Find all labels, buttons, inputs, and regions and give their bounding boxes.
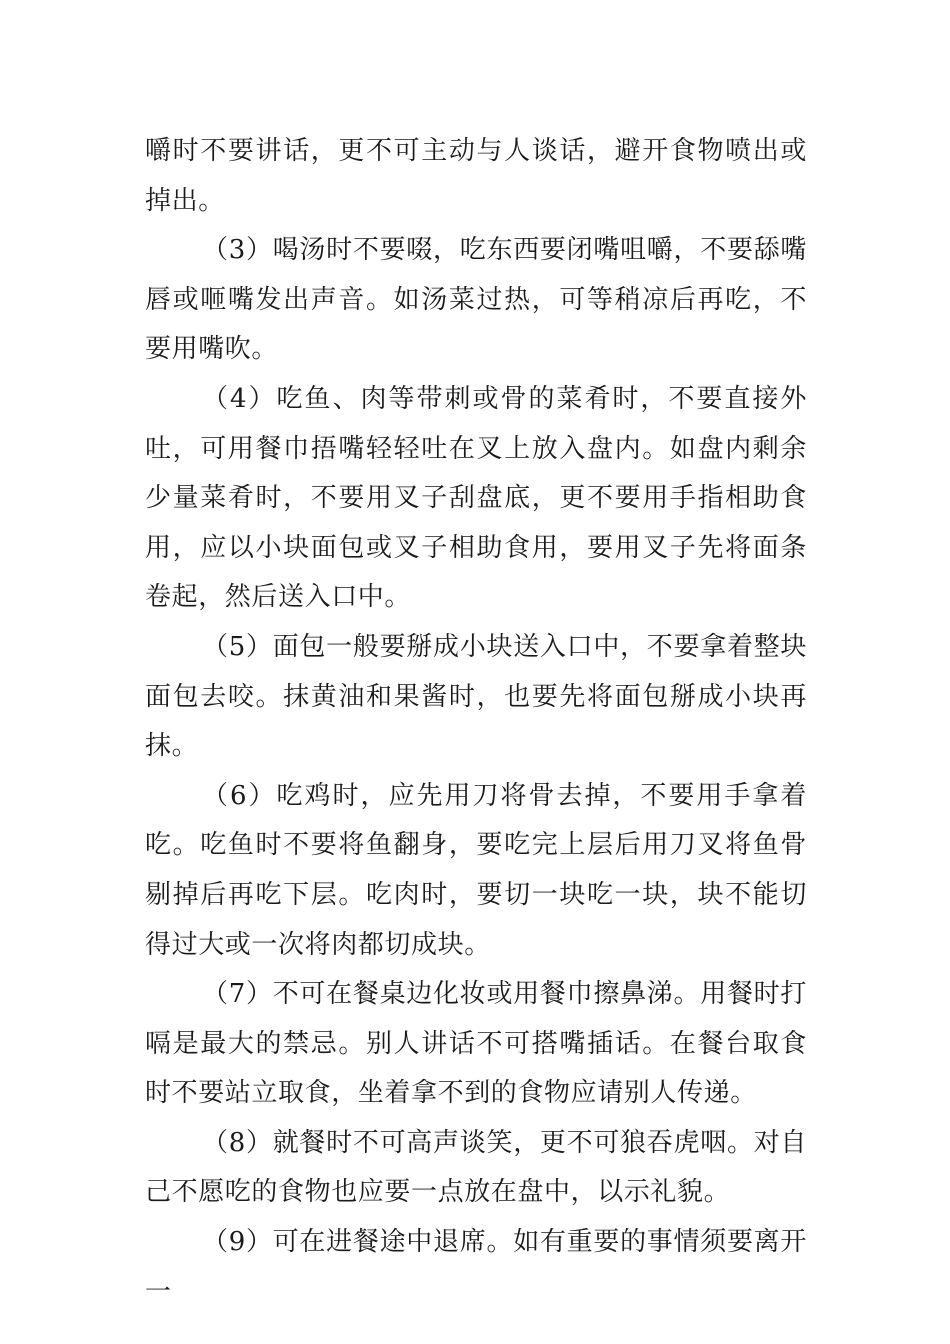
paragraph-item-8: （8）就餐时不可高声谈笑，更不可狼吞虎咽。对自己不愿吃的食物也应要一点放在盘中，以示礼貌。 xyxy=(145,1127,807,1208)
paragraph-item-3: （3）喝汤时不要啜，吃东西要闭嘴咀嚼，不要舔嘴唇或咂嘴发出声音。如汤菜过热，可等稍凉后再吃，不要用嘴吹。 xyxy=(145,235,807,365)
paragraph-item-6: （6）吃鸡时，应先用刀将骨去掉，不要用手拿着吃。吃鱼时不要将鱼翻身，要吃完上层后用刀叉将鱼骨剔掉后再吃下层。吃肉时，要切一块吃一块，块不能切得过大或一次将肉都切成块。 xyxy=(145,780,807,960)
paragraph-item-5: （5）面包一般要掰成小块送入口中，不要拿着整块面包去咬。抹黄油和果酱时，也要先将面包掰成小块再抹。 xyxy=(145,631,807,762)
paragraph-item-7: （7）不可在餐桌边化妆或用餐巾擦鼻涕。用餐时打嗝是最大的禁忌。别人讲话不可搭嘴插话。在餐台取食时不要站立取食，坐着拿不到的食物应请别人传递。 xyxy=(145,979,807,1109)
paragraph-continued: 嚼时不要讲话，更不可主动与人谈话，避开食物喷出或掉出。 xyxy=(145,136,807,216)
paragraph-item-9: （9）可在进餐途中退席。如有重要的事情须要离开一 xyxy=(145,1227,807,1307)
body-text xyxy=(145,127,807,1317)
paragraph-item-4: （4）吃鱼、肉等带刺或骨的菜肴时，不要直接外吐，可用餐巾捂嘴轻轻吐在叉上放入盘内。如盘内剩余少量菜肴时，不要用叉子刮盘底，更不要用手指相助食用，应以小块面包或叉子相助食用，要用叉子先将面条卷起，然后送入口中。 xyxy=(145,383,807,613)
